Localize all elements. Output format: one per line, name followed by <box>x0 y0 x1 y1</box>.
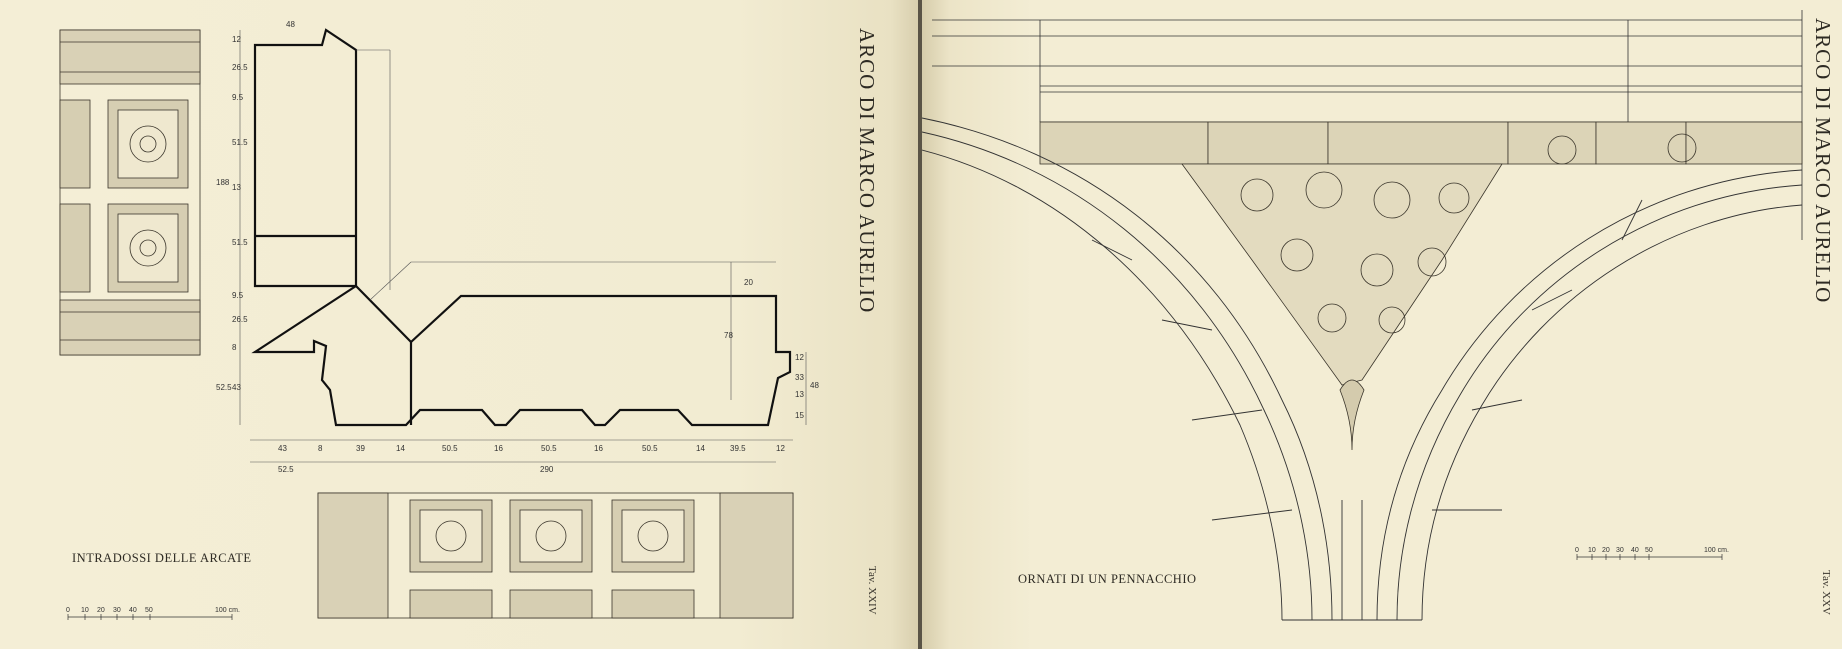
scale-tick: 50 <box>145 607 153 614</box>
scale-tick: 0 <box>1575 547 1579 554</box>
plate-caption: ORNATI DI UN PENNACCHIO <box>1018 572 1197 586</box>
scale-tick: 30 <box>113 607 121 614</box>
scale-tick: 40 <box>1631 547 1639 554</box>
dim-v: 13 <box>232 183 241 192</box>
scale-tick: 0 <box>66 607 70 614</box>
dim-h: 50.5 <box>642 444 658 453</box>
plate-number: Tav. XXIV <box>866 566 878 615</box>
dimension-labels <box>216 20 819 474</box>
dim-v: 51.5 <box>232 238 248 247</box>
dim-v: 9.5 <box>232 93 244 102</box>
scale-labels-left <box>66 607 240 614</box>
dim-h: 39 <box>356 444 365 453</box>
left-plate <box>0 0 918 649</box>
dim-right: 20 <box>744 278 753 287</box>
dim-h: 43 <box>278 444 287 453</box>
scale-tick: 10 <box>81 607 89 614</box>
dim-h: 16 <box>594 444 603 453</box>
dim-right: 15 <box>795 411 804 420</box>
dim-v: 51.5 <box>232 138 248 147</box>
scale-labels-right <box>1575 547 1729 554</box>
plate-number: Tav. XXV <box>1820 570 1832 615</box>
scale-tick: 30 <box>1616 547 1624 554</box>
dim-h: 16 <box>494 444 503 453</box>
dim-top: 48 <box>286 20 295 29</box>
spandrel-ornament <box>1182 134 1696 450</box>
dim-total: 290 <box>540 465 554 474</box>
dim-v: 52.5 <box>216 383 232 392</box>
dim-right: 13 <box>795 390 804 399</box>
dim-right: 12 <box>795 353 804 362</box>
dim-h: 14 <box>396 444 405 453</box>
dim-right: 78 <box>724 331 733 340</box>
dim-h: 8 <box>318 444 323 453</box>
section-profile <box>255 30 790 425</box>
ornamental-frieze <box>1040 122 1802 164</box>
dim-right: 48 <box>810 381 819 390</box>
scale-tick: 50 <box>1645 547 1653 554</box>
scale-end: 100 cm. <box>1704 547 1729 554</box>
scale-bar-left <box>68 614 232 620</box>
dim-total: 52.5 <box>278 465 294 474</box>
right-plate <box>922 0 1842 649</box>
scale-bar-right <box>1577 554 1722 560</box>
dim-h: 50.5 <box>541 444 557 453</box>
dim-v: 12 <box>232 35 241 44</box>
dim-v: 26.5 <box>232 63 248 72</box>
plate-title: ARCO DI MARCO AURELIO <box>855 28 879 314</box>
plate-caption: INTRADOSSI DELLE ARCATE <box>72 551 252 565</box>
dim-v: 9.5 <box>232 291 244 300</box>
dim-v: 26.5 <box>232 315 248 324</box>
dim-v: 43 <box>232 383 241 392</box>
scale-tick: 20 <box>1602 547 1610 554</box>
dim-h: 50.5 <box>442 444 458 453</box>
scale-tick: 10 <box>1588 547 1596 554</box>
scale-tick: 20 <box>97 607 105 614</box>
dim-h: 39.5 <box>730 444 746 453</box>
spandrel-ornament-drawing <box>922 0 1842 649</box>
dim-v: 8 <box>232 343 237 352</box>
intrados-panel-lower <box>318 493 793 618</box>
dim-h: 12 <box>776 444 785 453</box>
scale-tick: 40 <box>129 607 137 614</box>
dim-right: 33 <box>795 373 804 382</box>
dim-h: 14 <box>696 444 705 453</box>
plate-title: ARCO DI MARCO AURELIO <box>1811 18 1835 304</box>
scale-end: 100 cm. <box>215 607 240 614</box>
intrados-panel-upper <box>60 30 200 355</box>
dim-v: 188 <box>216 178 230 187</box>
